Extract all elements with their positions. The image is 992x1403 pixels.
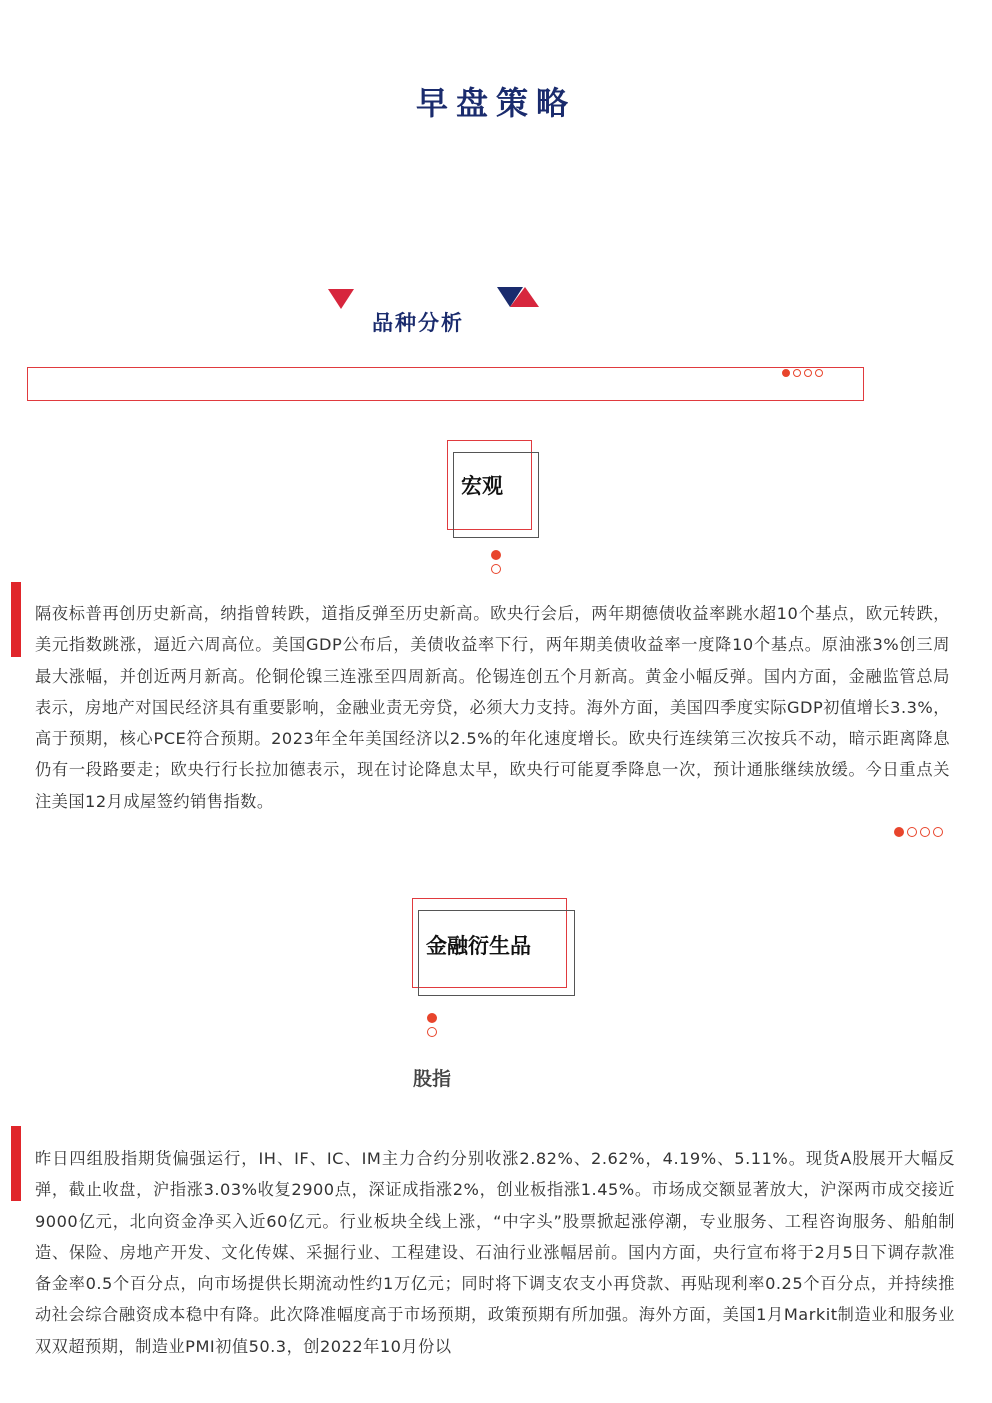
stock-index-subtitle: 股指 xyxy=(413,1068,452,1090)
page-title: 早盘策略 xyxy=(415,84,576,122)
macro-accent-bar xyxy=(11,582,21,657)
navy-red-triangles-icon xyxy=(497,287,541,309)
banner-dots-icon xyxy=(782,369,823,377)
macro-paragraph: 隔夜标普再创历史新高，纳指曾转跌，道指反弹至历史新高。欧央行会后，两年期德债收益率跳水超10个基点，欧元转跌，美元指数跳涨，逼近六周高位。美国GDP公布后，美债收益率下行，两年期美债收益率一度降10个基点。原油涨3%创三周最大涨幅，并创近两月新高。伦铜伦镍三连涨至四周新高。伦锡连创五个月新高。黄金小幅反弹。国内方面，金融监管总局表示，房地产对国民经济具有重要影响，金融业责无旁贷，必须大力支持。海外方面，美国四季度实际GDP初值增长3.3%，高于预期，核心PCE符合预期。2023年全年美国经济以2.5%的年化速度增长。欧央行连续第三次按兵不动，暗示距离降息仍有一段路要走；欧央行行长拉加德表示，现在讨论降息太早，欧央行可能夏季降息一次，预计通胀继续放缓。今日重点关注美国12月成屋签约销售指数。 xyxy=(35,604,950,811)
derivatives-accent-bar xyxy=(11,1126,21,1201)
macro-title: 宏观 xyxy=(461,474,503,498)
derivatives-vertical-dots-icon xyxy=(427,1013,437,1037)
macro-end-dots-icon xyxy=(894,827,943,837)
derivatives-title: 金融衍生品 xyxy=(426,934,531,958)
derivatives-paragraph: 昨日四组股指期货偏强运行，IH、IF、IC、IM主力合约分别收涨2.82%、2.62%，4.19%、5.11%。现货A股展开大幅反弹，截止收盘，沪指涨3.03%收复2900点，深证成指涨2%，创业板指涨1.45%。市场成交额显著放大，沪深两市成交接近9000亿元，北向资金净买入近60亿元。行业板块全线上涨，“中字头”股票掀起涨停潮，专业服务、工程咨询服务、船舶制造、保险、房地产开发、文化传媒、采掘行业、工程建设、石油行业涨幅居前。国内方面，央行宣布将于2月5日下调存款准备金率0.5个百分点，向市场提供长期流动性约1万亿元；同时将下调支农支小再贷款、再贴现利率0.25个百分点，并持续推动社会综合融资成本稳中有降。此次降准幅度高于市场预期，政策预期有所加强。海外方面，美国1月Markit制造业和服务业双双超预期，制造业PMI初值50.3，创2022年10月份以 xyxy=(35,1149,955,1356)
section-title: 品种分析 xyxy=(372,311,464,335)
section-banner xyxy=(27,367,864,401)
macro-vertical-dots-icon xyxy=(491,550,501,574)
red-triangle-icon xyxy=(328,289,354,309)
